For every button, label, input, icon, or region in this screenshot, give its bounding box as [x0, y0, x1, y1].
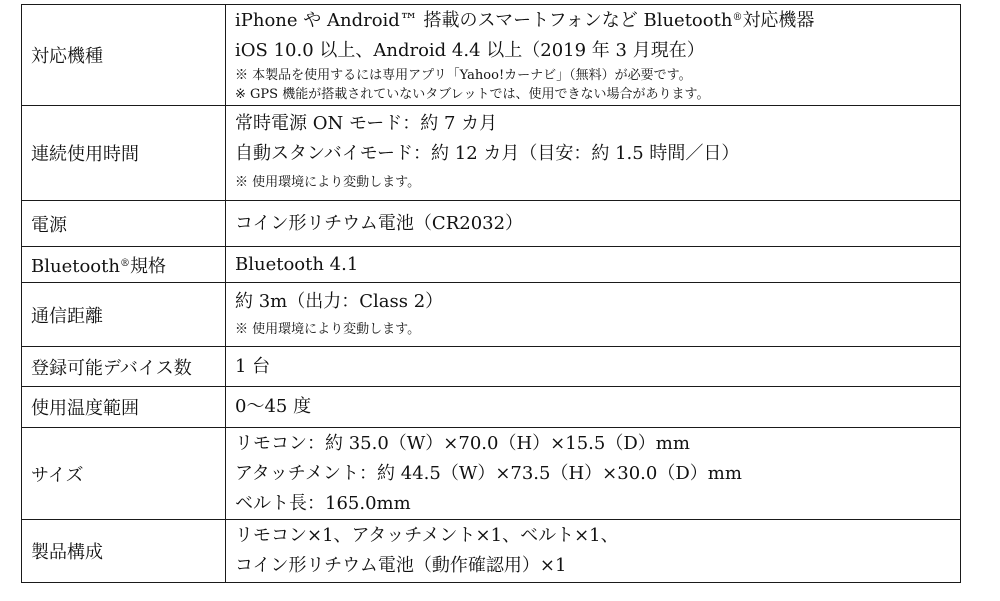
- table-row: [22, 106, 961, 201]
- value-line: リモコン：約 35.0（W）×70.0（H）×15.5（D）mm: [235, 432, 690, 454]
- value-line: コイン形リチウム電池（動作確認用）×1: [235, 555, 567, 576]
- table-row: [22, 428, 961, 520]
- row-label: 使用温度範囲: [22, 387, 226, 428]
- table-row: [22, 347, 961, 387]
- table-row: [22, 520, 961, 583]
- value-line: iPhone や Android™ 搭載のスマートフォンなど Bluetooth®対応機器: [235, 10, 815, 31]
- value-line: コイン形リチウム電池（CR2032）: [235, 212, 524, 234]
- value-line: Bluetooth 4.1: [235, 253, 359, 275]
- row-label: Bluetooth®規格: [22, 247, 226, 283]
- value-line: アタッチメント：約 44.5（W）×73.5（H）×30.0（D）mm: [235, 462, 742, 484]
- registered-mark: ®: [119, 257, 130, 269]
- table-row: [22, 283, 961, 347]
- row-label: 通信距離: [22, 283, 226, 347]
- table-row: [22, 201, 961, 247]
- table-row: [22, 247, 961, 283]
- value-line: 1 台: [235, 355, 271, 377]
- value-line: 自動スタンバイモード：約 12 カ月（目安：約 1.5 時間／日）: [235, 143, 740, 164]
- row-label: 電源: [22, 201, 226, 247]
- value-line: iOS 10.0 以上、Android 4.4 以上（2019 年 3 月現在）: [235, 40, 705, 61]
- table-row: [22, 5, 961, 106]
- value-line: リモコン×1、アタッチメント×1、ベルト×1、: [235, 525, 619, 546]
- row-label: 製品構成: [22, 520, 226, 583]
- row-value: [226, 106, 961, 201]
- value-note: ※ GPS 機能が搭載されていないタブレットでは、使用できない場合があります。: [235, 87, 710, 102]
- value-note: ※ 使用環境により変動します。: [235, 175, 421, 190]
- row-value: [226, 428, 961, 520]
- row-label: 連続使用時間: [22, 106, 226, 201]
- row-label: サイズ: [22, 428, 226, 520]
- row-value: [226, 520, 961, 583]
- value-line: 約 3m（出力：Class 2）: [235, 290, 444, 312]
- row-value: [226, 347, 961, 387]
- value-line: 常時電源 ON モード：約 7 カ月: [235, 113, 498, 134]
- table-row: [22, 387, 961, 428]
- row-label: 対応機種: [22, 5, 226, 106]
- value-line: 0～45 度: [235, 396, 312, 417]
- row-value: [226, 387, 961, 428]
- row-value: [226, 5, 961, 106]
- value-note: ※ 使用環境により変動します。: [235, 321, 421, 337]
- value-line: ベルト長：165.0mm: [235, 492, 411, 514]
- row-value: [226, 247, 961, 283]
- row-label: 登録可能デバイス数: [22, 347, 226, 387]
- spec-table: [21, 4, 961, 583]
- row-value: [226, 201, 961, 247]
- row-value: [226, 283, 961, 347]
- registered-mark: ®: [732, 12, 743, 23]
- value-note: ※ 本製品を使用するには専用アプリ「Yahoo!カーナビ」（無料）が必要です。: [235, 68, 692, 83]
